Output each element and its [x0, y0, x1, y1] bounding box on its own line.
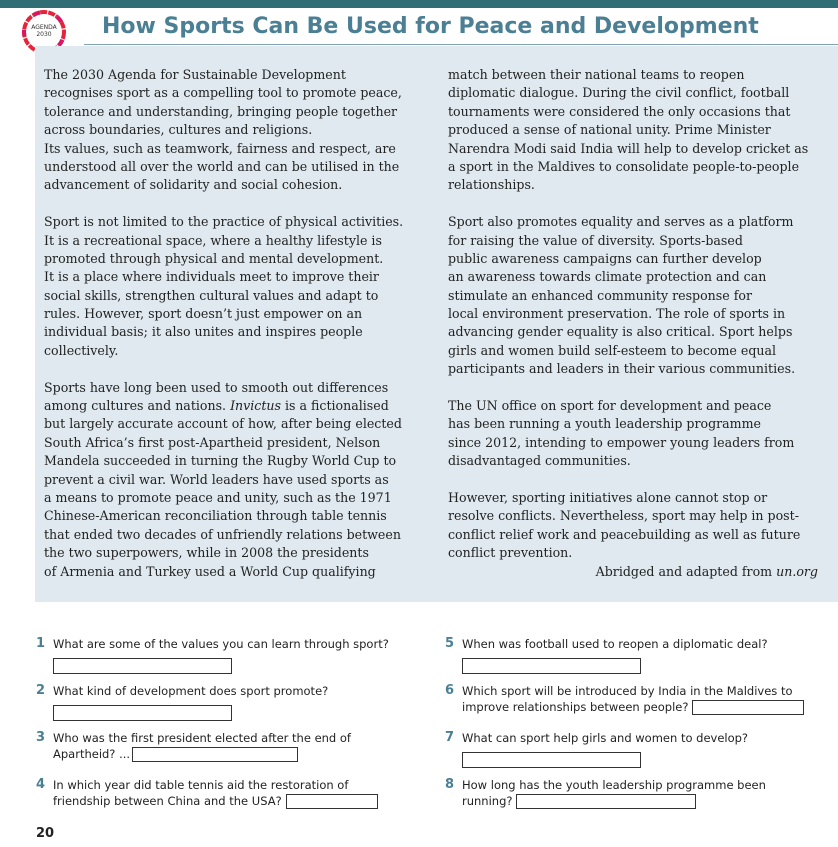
article-line: promoted through physical and mental development. — [44, 250, 384, 266]
article-line: resolve conflicts. Nevertheless, sport may help in post- — [448, 508, 799, 524]
article-line: Sports have long been used to smooth out differences — [44, 379, 389, 395]
article-line: The 2030 Agenda for Sustainable Development — [44, 67, 346, 82]
article-line: the two superpowers, while in 2008 the presidents — [44, 545, 369, 561]
article-line: However, sporting initiatives alone cannot stop or — [448, 489, 768, 505]
question-number: 5 — [445, 636, 455, 651]
article-line: Narendra Modi said India will help to develop cricket as — [448, 140, 809, 156]
article-line: individual basis; it also unites and inspires people — [44, 324, 363, 340]
question-text: What are some of the values you can learn through sport? — [53, 637, 389, 651]
article-line: public awareness campaigns can further develop — [448, 250, 762, 266]
question-number: 7 — [445, 730, 455, 745]
article-line: collectively. — [44, 342, 119, 358]
question-number: 2 — [36, 683, 46, 698]
paragraph-gap — [44, 195, 416, 213]
article-source — [448, 563, 818, 581]
article-line: Chinese-American reconciliation through table tennis — [44, 508, 387, 524]
article-line: Sport also promotes equality and serves as a platform — [448, 214, 794, 230]
paragraph-gap — [448, 471, 818, 489]
top-color-bar — [0, 0, 838, 8]
article-line: of Armenia and Turkey used a World Cup qualifying — [44, 563, 376, 579]
question-text: improve relationships between people? — [462, 700, 689, 714]
article-line: disadvantaged communities. — [448, 453, 631, 469]
article-line: participants and leaders in their various communities. — [448, 361, 796, 377]
page-title: How Sports Can Be Used for Peace and Development — [102, 14, 759, 39]
logo-text-year: 2030 — [36, 31, 52, 38]
article-line: diplomatic dialogue. During the civil conflict, football — [448, 85, 790, 101]
question-text: Apartheid? ... — [53, 747, 131, 761]
article-line: relationships. — [448, 177, 535, 193]
article-line: stimulate an enhanced community response for — [448, 287, 752, 303]
paragraph-gap — [448, 195, 818, 213]
article-line: It is a place where individuals meet to improve their — [44, 269, 379, 285]
question-text: running? — [462, 794, 513, 808]
article-line: prevent a civil war. World leaders have used sports as — [44, 471, 389, 487]
article-line: produced a sense of national unity. Prime Minister — [448, 122, 771, 138]
article-line: social skills, strengthen cultural values and adapt to — [44, 287, 379, 303]
article-line: advancement of solidarity and social cohesion. — [44, 177, 343, 193]
question-number: 6 — [445, 683, 455, 698]
question-text: Which sport will be introduced by India in the Maldives to — [462, 684, 793, 698]
article-line: but largely accurate account of how, after being elected — [44, 416, 402, 432]
article-line: tournaments were considered the only occasions that — [448, 103, 791, 119]
article-line: tolerance and understanding, bringing people together — [44, 103, 398, 119]
question-number: 4 — [36, 777, 46, 792]
question-text: friendship between China and the USA? — [53, 794, 282, 808]
article-line: among cultures and nations. Invictus is a fictionalised — [44, 398, 389, 414]
article-line: has been running a youth leadership programme — [448, 416, 761, 432]
article-line: a sport in the Maldives to consolidate people-to-people — [448, 158, 800, 174]
article-line: since 2012, intending to empower young leaders from — [448, 434, 795, 450]
article-line: for raising the value of diversity. Sports-based — [448, 232, 743, 248]
question-text: What kind of development does sport promote? — [53, 684, 329, 698]
article-line: conflict relief work and peacebuilding as well as future — [448, 526, 801, 542]
article-line: understood all over the world and can be utilised in the — [44, 158, 400, 174]
answer-box-4[interactable] — [286, 794, 378, 809]
source-site: un.org — [776, 563, 818, 579]
question-number: 8 — [445, 777, 455, 792]
film-title: Invictus — [230, 398, 281, 414]
title-underline — [84, 44, 838, 45]
source-prefix: Abridged and adapted from — [595, 563, 777, 579]
article-line: conflict prevention. — [448, 545, 573, 561]
article-line: The UN office on sport for development and peace — [448, 398, 772, 414]
article-line: Sport is not limited to the practice of physical activities. — [44, 214, 404, 230]
question-number: 3 — [36, 730, 46, 745]
article-line: recognises sport as a compelling tool to promote peace, — [44, 85, 402, 101]
paragraph-gap — [44, 360, 416, 378]
question-text: Who was the first president elected after the end of — [53, 731, 351, 745]
answer-box-7[interactable] — [462, 752, 641, 768]
article-line: Mandela succeeded in turning the Rugby World Cup to — [44, 453, 397, 469]
question-text: How long has the youth leadership programme been — [462, 778, 766, 792]
article-right-column — [448, 66, 818, 581]
question-text: What can sport help girls and women to develop? — [462, 731, 749, 745]
article-line: South Africa’s first post-Apartheid president, Nelson — [44, 434, 381, 450]
article-line: girls and women build self-esteem to become equal — [448, 342, 777, 358]
answer-box-8[interactable] — [516, 794, 696, 809]
answer-box-2[interactable] — [53, 705, 232, 721]
article-line: a means to promote peace and unity, such as the 1971 — [44, 489, 392, 505]
article-line: It is a recreational space, where a healthy lifestyle is — [44, 232, 382, 248]
article-line: match between their national teams to reopen — [448, 67, 745, 82]
answer-box-1[interactable] — [53, 658, 232, 674]
article-line: rules. However, sport doesn’t just empower on an — [44, 306, 363, 322]
article-line: local environment preservation. The role of sports in — [448, 306, 786, 322]
answer-box-3[interactable] — [132, 747, 298, 762]
article-line: across boundaries, cultures and religions. — [44, 122, 313, 138]
question-text: In which year did table tennis aid the restoration of — [53, 778, 349, 792]
article-line: Its values, such as teamwork, fairness and respect, are — [44, 140, 396, 156]
paragraph-gap — [448, 379, 818, 397]
answer-box-6[interactable] — [692, 700, 804, 715]
logo-text-agenda: AGENDA — [31, 24, 57, 31]
article-line: advancing gender equality is also critical. Sport helps — [448, 324, 793, 340]
page-number: 20 — [36, 826, 55, 841]
question-text: When was football used to reopen a diplomatic deal? — [462, 637, 768, 651]
article-line: that ended two decades of unfriendly relations between — [44, 526, 401, 542]
answer-box-5[interactable] — [462, 658, 641, 674]
question-number: 1 — [36, 636, 46, 651]
article-left-column — [44, 66, 416, 581]
article-line: an awareness towards climate protection and can — [448, 269, 767, 285]
